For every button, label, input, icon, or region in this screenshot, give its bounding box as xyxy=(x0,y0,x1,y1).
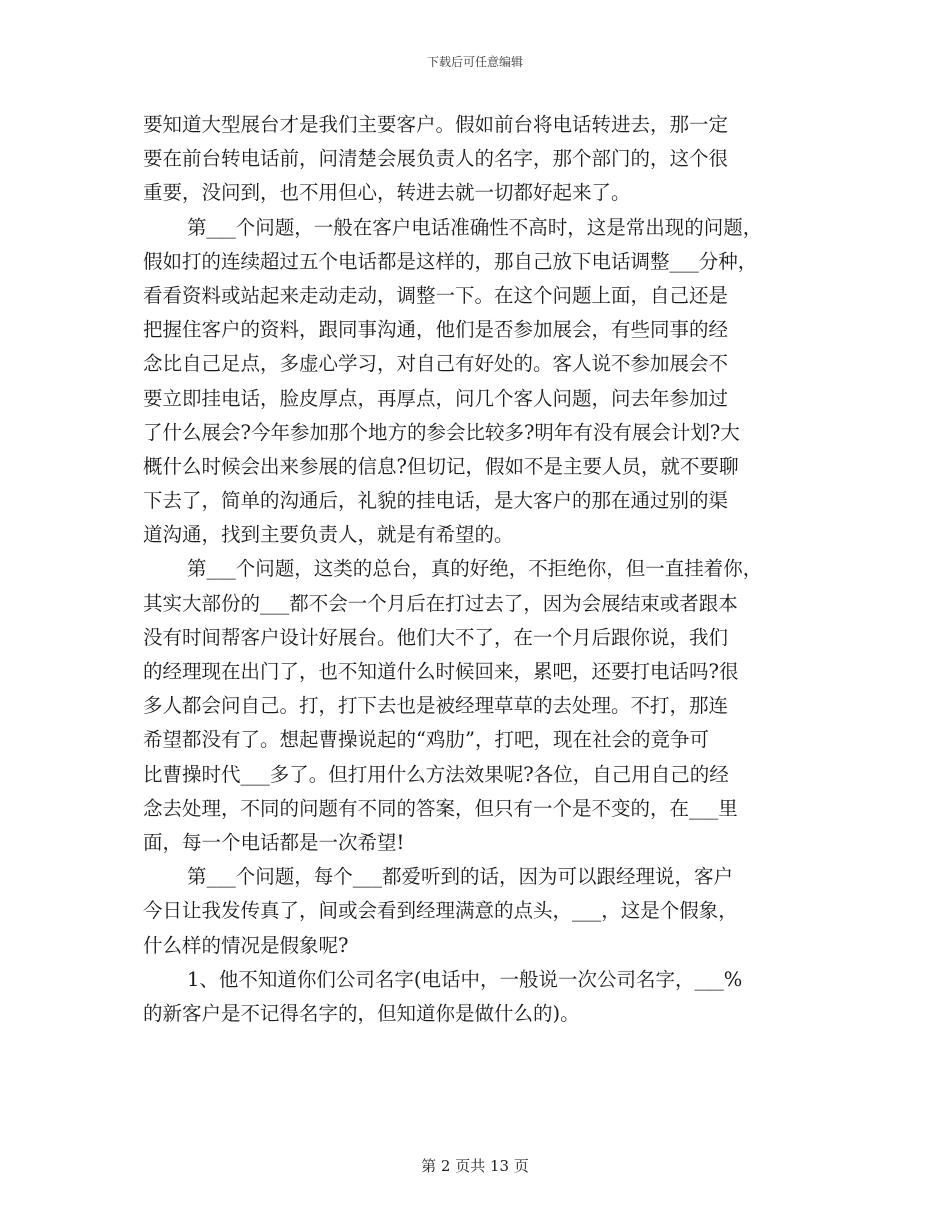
text-line: 的经理现在出门了，也不知道什么时候回来，累吧，还要打电话吗?很 xyxy=(143,660,739,683)
text-line: 把握住客户的资料，跟同事沟通，他们是否参加展会，有些同事的经 xyxy=(143,318,729,342)
text-line: 今日让我发传真了，间或会看到经理满意的点头，___，这是个假象， xyxy=(143,899,738,923)
text-line: 概什么时候会出来参展的信息?但切记，假如不是主要人员，就不要聊 xyxy=(143,454,739,478)
text-line: 要在前台转电话前，问清楚会展负责人的名字，那个部门的，这个很 xyxy=(143,147,729,171)
text-line: 假如打的连续超过五个电话都是这样的，那自己放下电话调整___分种， xyxy=(143,249,758,273)
text-line: 多人都会问自己。打，打下去也是被经理草草的去处理。不打，那连 xyxy=(143,694,729,718)
paragraph-start-line: 第___个问题，每个___都爱听到的话，因为可以跟经理说，客户 xyxy=(187,865,734,889)
text-line: 念去处理，不同的问题有不同的答案，但只有一个是不变的，在___里 xyxy=(143,796,738,820)
document-body xyxy=(143,108,808,1031)
text-line: 希望都没有了。想起曹操说起的“鸡肋”，打吧，现在社会的竟争可 xyxy=(143,728,709,752)
text-line: 比曹操时代___多了。但打用什么方法效果呢?各位，自己用自己的经 xyxy=(143,762,729,786)
paragraph-start-line: 1、他不知道你们公司名字(电话中，一般说一次公司名字，___% xyxy=(187,967,743,991)
text-line: 要立即挂电话，脸皮厚点，再厚点，问几个客人问题，问去年参加过 xyxy=(143,386,729,410)
text-line: 的新客户是不记得名字的，但知道你是做什么的)。 xyxy=(143,1001,580,1025)
text-line: 念比自己足点，多虚心学习，对自己有好处的。客人说不参加展会不 xyxy=(143,352,729,376)
text-line: 没有时间帮客户设计好展台。他们大不了，在一个月后跟你说，我们 xyxy=(143,625,729,649)
text-line: 要知道大型展台才是我们主要客户。假如前台将电话转进去，那一定 xyxy=(143,113,729,136)
paragraph-start-line: 第___个问题，一般在客户电话准确性不高时，这是常出现的问题， xyxy=(187,215,763,239)
paragraph-start-line: 第___个问题，这类的总台，真的好绝，不拒绝你，但一直挂着你， xyxy=(187,557,763,581)
page-header: 下载后可任意编辑 xyxy=(426,55,523,69)
text-line: 什么样的情况是假象呢? xyxy=(143,933,349,957)
text-line: 重要，没问到，也不用但心，转进去就一切都好起来了。 xyxy=(143,181,631,205)
text-line: 看看资料或站起来走动走动，调整一下。在这个问题上面，自己还是 xyxy=(143,283,729,307)
text-line: 其实大部份的___都不会一个月后在打过去了，因为会展结束或者跟本 xyxy=(143,591,738,615)
text-line: 道沟通，找到主要负责人，就是有希望的。 xyxy=(143,523,514,547)
page-number: 第 2 页共 13 页 xyxy=(421,1157,529,1175)
text-line: 面，每一个电话都是一次希望! xyxy=(143,830,405,854)
text-line: 下去了，简单的沟通后，礼貌的挂电话，是大客户的那在通过别的渠 xyxy=(143,489,729,513)
text-line: 了什么展会?今年参加那个地方的参会比较多?明年有没有展会计划?大 xyxy=(143,420,740,444)
